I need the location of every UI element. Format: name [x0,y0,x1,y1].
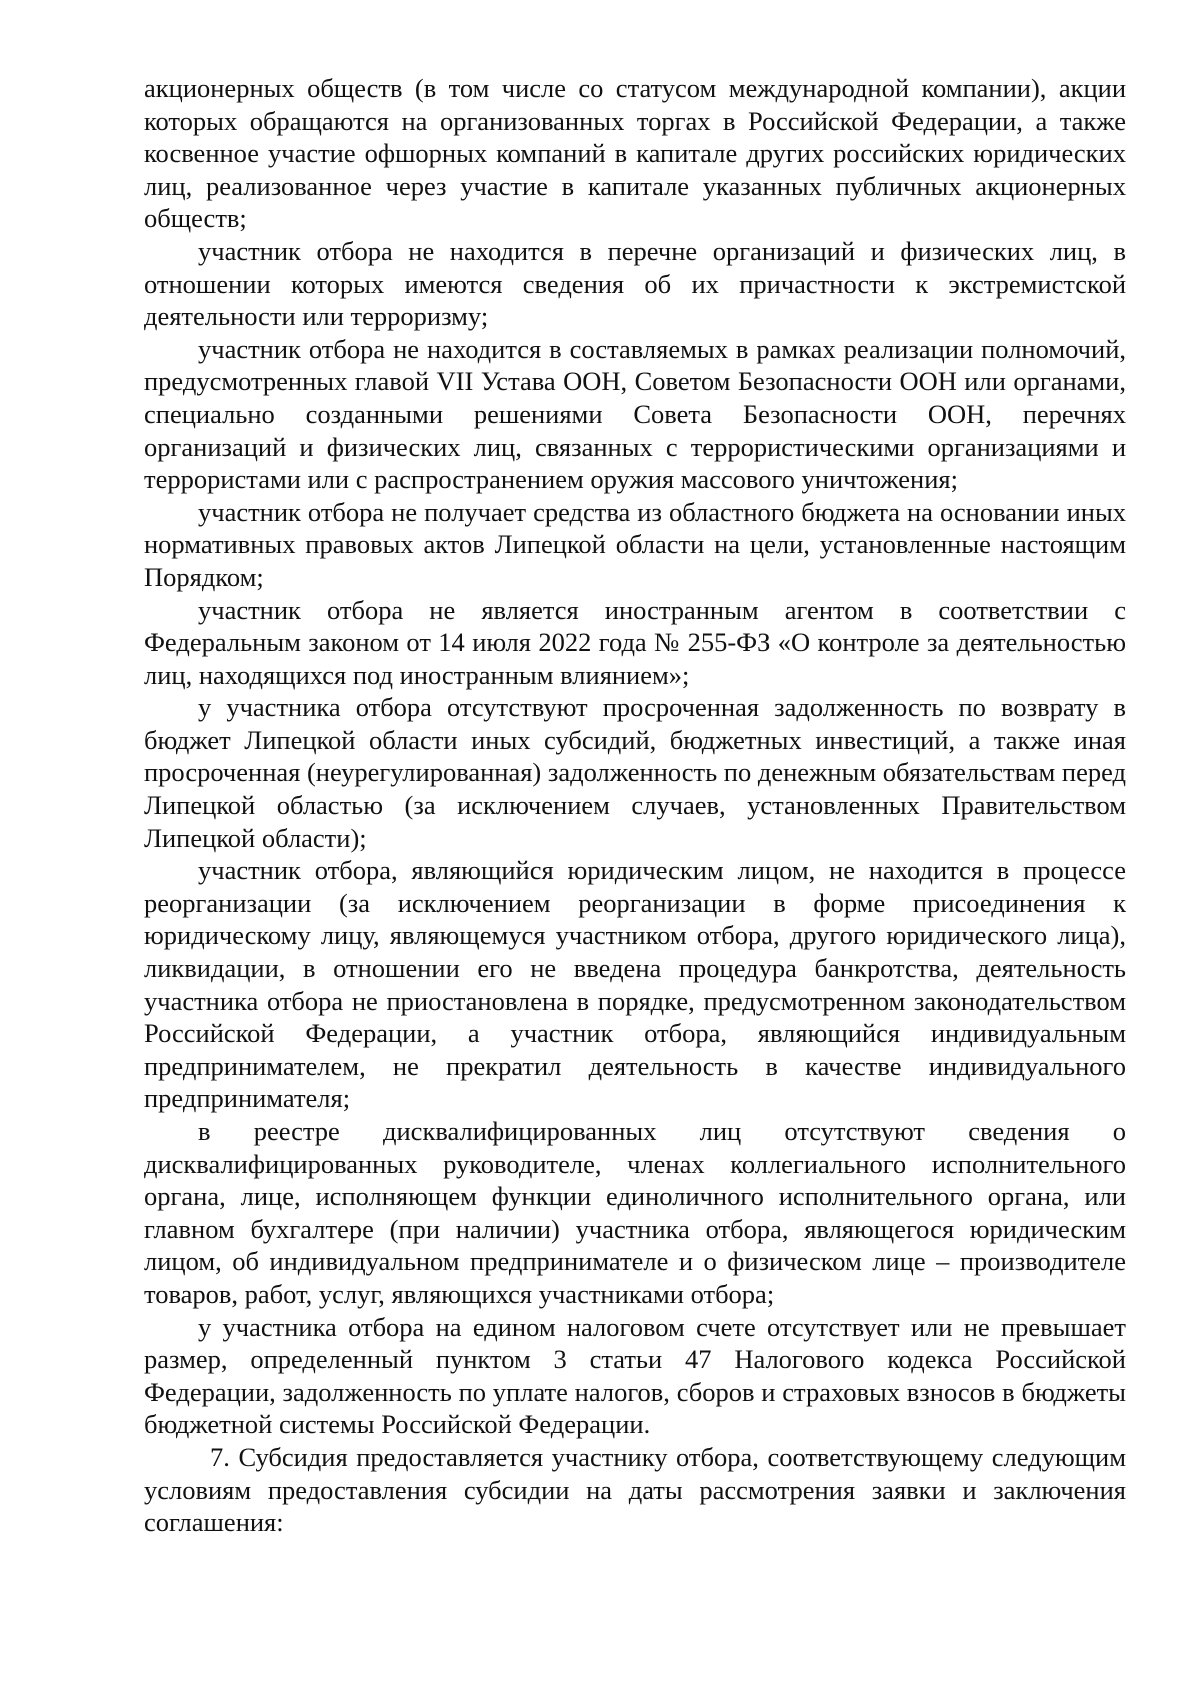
paragraph-continuation: акционерных обществ (в том числе со статусом международной компании), акции которых обращаются на организованных торгах в Российской Федерации, а также косвенное участие офшорных компаний в капитале других российских юридических лиц, реализованное через участие в капитале указанных публичных акционерных обществ; [144,73,1126,234]
paragraph-item-7: 7. Субсидия предоставляется участнику отбора, соответствующему следующим условиям предоставления субсидии на даты рассмотрения заявки и заключения соглашения: [144,1441,1126,1538]
paragraph-foreign-agent: участник отбора не является иностранным агентом в соответствии с Федеральным законом от 14 июля 2022 года № 255-ФЗ «О контроле за деятельностью лиц, находящихся под иностранным влиянием»; [144,594,1126,690]
paragraph-reorganization: участник отбора, являющийся юридическим лицом, не находится в процессе реорганизации (за исключением реорганизации в форме присоединения к юридическому лицу, являющемуся участником отбора, другого юридического лица), ликвидации, в отношении его не введена процедура банкротства, деятельность участника отбора не приостановлена в порядке, предусмотренном законодательством Российской Федерации, а участник отбора, являющийся индивидуальным предпринимателем, не прекратил деятельность в качестве индивидуального предпринимателя; [144,855,1126,1114]
document-page [144,72,1126,1539]
paragraph-un-lists: участник отбора не находится в составляемых в рамках реализации полномочий, предусмотренных главой VII Устава ООН, Советом Безопасности ООН или органами, специально созданными решениями Совета Безопасности ООН, перечнях организаций и физических лиц, связанных с террористическими организациями и террористами или с распространением оружия массового уничтожения; [144,333,1126,495]
paragraph-regional-budget: участник отбора не получает средства из областного бюджета на основании иных нормативных правовых актов Липецкой области на цели, установленные настоящим Порядком; [144,496,1126,592]
paragraph-disqualified-registry: в реестре дисквалифицированных лиц отсутствуют сведения о дисквалифицированных руководителе, членах коллегиального исполнительного органа, лице, исполняющем функции единоличного исполнительного органа, или главном бухгалтере (при наличии) участника отбора, являющегося юридическим лицом, об индивидуальном предпринимателе и о физическом лице – производителе товаров, работ, услуг, являющихся участниками отбора; [144,1116,1126,1309]
paragraph-overdue-debt: у участника отбора отсутствуют просроченная задолженность по возврату в бюджет Липецкой области иных субсидий, бюджетных инвестиций, а также иная просроченная (неурегулированная) задолженность по денежным обязательствам перед Липецкой областью (за исключением случаев, установленных Правительством Липецкой области); [144,692,1126,853]
paragraph-tax-account: у участника отбора на едином налоговом счете отсутствует или не превышает размер, определенный пунктом 3 статьи 47 Налогового кодекса Российской Федерации, задолженность по уплате налогов, сборов и страховых взносов в бюджеты бюджетной системы Российской Федерации. [144,1311,1126,1440]
paragraph-extremism: участник отбора не находится в перечне организаций и физических лиц, в отношении которых имеются сведения об их причастности к экстремистской деятельности или терроризму; [144,235,1126,332]
